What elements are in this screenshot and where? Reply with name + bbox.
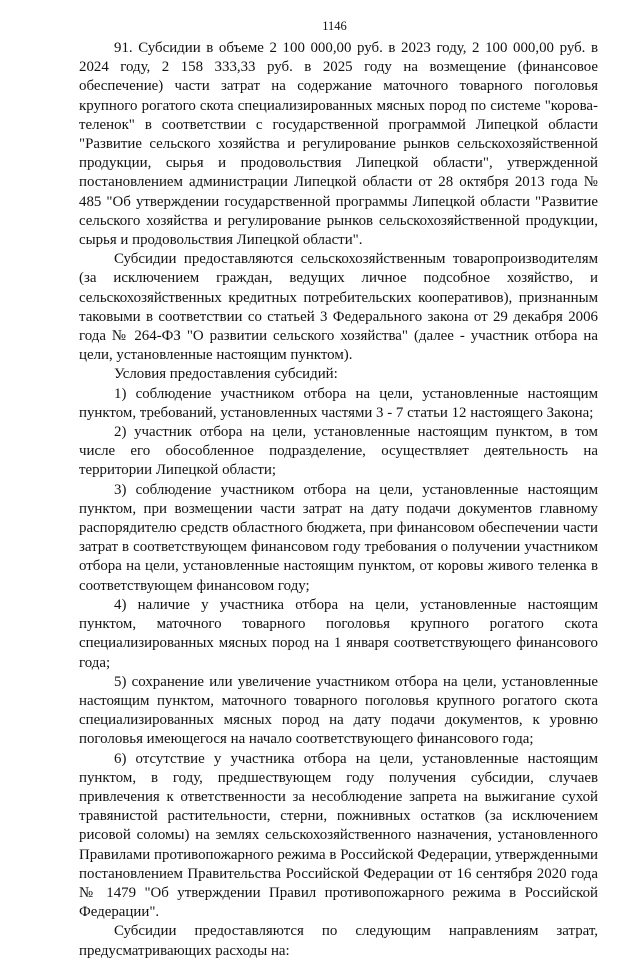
paragraph-condition-6: 6) отсутствие у участника отбора на цели, установленные настоящим пунктом, в году, предшествующем году получения субсидии, случаев привлечения к ответственности за несоблюдение запрета на выжигание сухой травянистой растительности, стерни, пожнивных остатков (за исключением рисовой соломы) на землях сельскохозяйственного назначения, установленного Правилами противопожарного режима в Российской Федерации, утвержденными постановлением Правительства Российской Федерации от 16 сентября 2020 года № 1479 "Об утверждении Правил противопожарного режима в Российской Федерации".: [79, 750, 598, 921]
paragraph-item-91: 91. Субсидии в объеме 2 100 000,00 руб. в 2023 году, 2 100 000,00 руб. в 2024 году, 2 158 333,33 руб. в 2025 году на возмещение (финансовое обеспечение) части затрат на содержание маточного товарного поголовья крупного рогатого скота специализированных мясных пород по системе "корова-теленок" в соответствии с государственной программой Липецкой области "Развитие сельского хозяйства и регулирование рынков сельскохозяйственной продукции, сырья и продовольствия Липецкой области", утвержденной постановлением администрации Липецкой области от 28 октября 2013 года № 485 "Об утверждении государственной программы Липецкой области "Развитие сельского хозяйства и регулирование рынков сельскохозяйственной продукции, сырья и продовольствия Липецкой области".: [79, 40, 598, 249]
paragraph-condition-3: 3) соблюдение участником отбора на цели, установленные настоящим пунктом, при возмещении части затрат на дату подачи документов главному распорядителю средств областного бюджета, при финансовом обеспечении части затрат в соответствующем финансовом году требования о получении участником отбора на цели, установленные настоящим пунктом, от коровы живого теленка в соответствующем финансовом году;: [79, 481, 598, 594]
paragraph-condition-2: 2) участник отбора на цели, установленные настоящим пунктом, в том числе его обособленное подразделение, осуществляет деятельность на территории Липецкой области;: [79, 424, 598, 479]
paragraph-expense-directions: Субсидии предоставляются по следующим направлениям затрат, предусматривающих расходы на:: [79, 923, 598, 959]
paragraph-conditions-heading: Условия предоставления субсидий:: [114, 366, 338, 383]
paragraph-condition-4: 4) наличие у участника отбора на цели, установленные настоящим пунктом, маточного товарного поголовья крупного рогатого скота специализированных мясных пород на 1 января соответствующего финансового года;: [79, 596, 598, 671]
paragraph-eligible-recipients: Субсидии предоставляются сельскохозяйственным товаропроизводителям (за исключением граждан, ведущих личное подсобное хозяйство, и сельскохозяйственных кредитных потребительских кооперативов), признанным таковыми в соответствии со статьей 3 Федерального закона от 29 декабря 2006 года № 264-ФЗ "О развитии сельского хозяйства" (далее - участник отбора на цели, установленные настоящим пунктом).: [79, 251, 598, 364]
page-number: 1146: [322, 19, 347, 33]
paragraph-condition-1: 1) соблюдение участником отбора на цели, установленные настоящим пунктом, требований, установленных частями 3 - 7 статьи 12 настоящего Закона;: [79, 385, 598, 421]
paragraph-condition-5: 5) сохранение или увеличение участником отбора на цели, установленные настоящим пунктом, маточного товарного поголовья крупного рогатого скота специализированных мясных пород на дату подачи документов, к уровню поголовья имеющегося на начало соответствующего финансового года;: [79, 673, 598, 748]
